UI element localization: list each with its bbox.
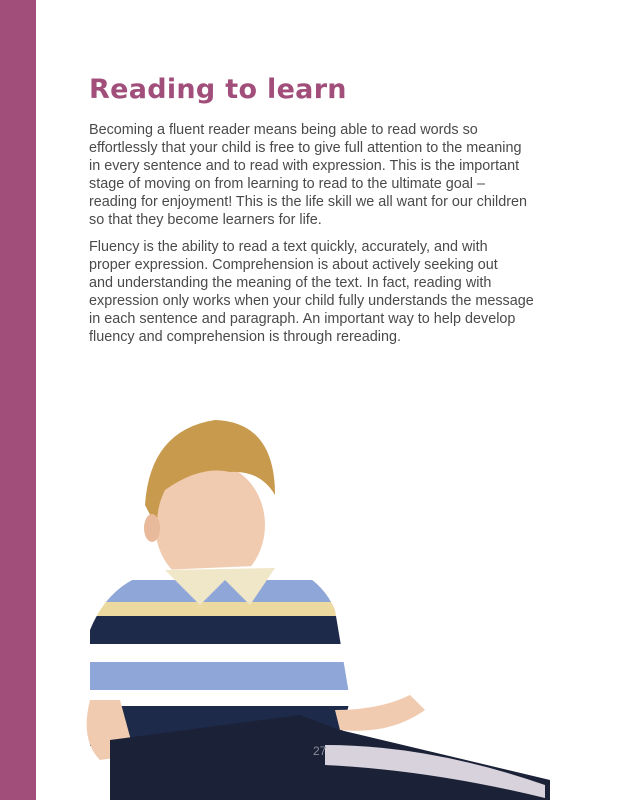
text-line: stage of moving on from learning to read to the ultimate goal – bbox=[89, 176, 485, 192]
paragraph-2 bbox=[89, 238, 569, 346]
paragraph-1 bbox=[89, 121, 569, 229]
text-line: so that they become learners for life. bbox=[89, 212, 322, 228]
page-title: Reading to learn bbox=[89, 74, 347, 105]
text-line: proper expression. Comprehension is about actively seeking out bbox=[89, 257, 498, 273]
text-line: reading for enjoyment! This is the life skill we all want for our children bbox=[89, 194, 528, 210]
photo-boy-reading-book bbox=[50, 410, 570, 800]
text-line: in each sentence and paragraph. An important way to help develop bbox=[89, 311, 516, 327]
text-line: expression only works when your child fully understands the message bbox=[89, 293, 534, 309]
page-number: 27 bbox=[313, 744, 327, 758]
text-line: effortlessly that your child is free to give full attention to the meaning bbox=[89, 140, 522, 156]
text-line: and understanding the meaning of the text. In fact, reading with bbox=[89, 275, 492, 291]
text-line: Becoming a fluent reader means being able to read words so bbox=[89, 122, 478, 138]
accent-sidebar-bar bbox=[0, 0, 36, 800]
text-line: fluency and comprehension is through rereading. bbox=[89, 329, 401, 345]
text-line: in every sentence and to read with expression. This is the important bbox=[89, 158, 520, 174]
text-line: Fluency is the ability to read a text quickly, accurately, and with bbox=[89, 239, 488, 255]
